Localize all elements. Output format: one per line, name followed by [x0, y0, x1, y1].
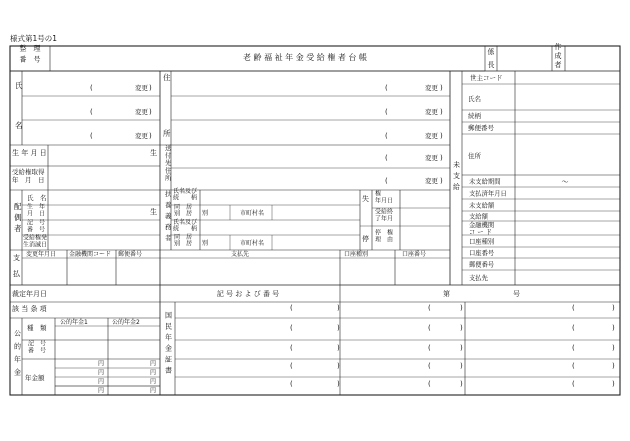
barai-label: 払 — [13, 270, 20, 278]
fuyo-gimusha-label: 扶養義務者 — [165, 190, 172, 242]
nenkingaku-yen-col2-3: 円 — [150, 387, 157, 395]
kinyu-kikan-code-label: 金融機関コ ー ド — [469, 222, 495, 236]
shosho-close-paren-a2: ) — [337, 344, 340, 352]
name-change-open-paren-0: ( — [90, 84, 93, 92]
shimei-label: 氏 — [15, 81, 23, 90]
jusho-label: 住 — [163, 73, 171, 82]
right-yubin-bango-label: 郵便番号 — [469, 261, 495, 269]
name-change-label-1: 変更 — [135, 108, 148, 116]
shosho-close-paren-a3: ) — [337, 362, 340, 370]
seinengappi-label: 生 年 月 日 — [12, 149, 47, 157]
sofusaki-open-paren-1: ( — [385, 177, 388, 185]
address-change-close-paren-1: ) — [440, 108, 443, 116]
shosho-close-paren-b1: ) — [460, 324, 463, 332]
name-change-close-paren-1: ) — [149, 108, 152, 116]
address-change-open-paren-2: ( — [385, 132, 388, 140]
right-koza-shubetsu-label: 口座種別 — [469, 238, 495, 246]
shosho-open-paren-a0: ( — [290, 304, 293, 312]
shosho-open-paren-a1: ( — [290, 324, 293, 332]
address-change-label-0: 変更 — [425, 84, 438, 92]
mi-shikyu-label: 未支給 — [453, 161, 460, 191]
fuyo-shimei-zokugara-1: 氏名及び続 柄 — [173, 187, 198, 202]
nenkingaku-yen-col1-1: 円 — [98, 369, 105, 377]
shosho-open-paren-b1: ( — [428, 324, 431, 332]
shosho-close-paren-a0: ) — [337, 304, 340, 312]
name-change-label-0: 変更 — [135, 84, 148, 92]
ketteinen-label: 裁定年月日 — [12, 290, 47, 298]
name-change-open-paren-2: ( — [90, 132, 93, 140]
haigusha-sei-label: 生 — [150, 208, 157, 216]
address-change-close-paren-0: ) — [440, 84, 443, 92]
shosho-open-paren-c2: ( — [572, 344, 575, 352]
right-koza-bango-label: 口座番号 — [469, 250, 495, 257]
fuyo-dokyo-bekkyo-2: 同 居別 居 — [174, 233, 193, 248]
shosho-open-paren-c3: ( — [572, 362, 575, 370]
form-outer-border — [10, 46, 620, 395]
name-change-close-paren-0: ) — [149, 84, 152, 92]
mi-shikyu-gaku-label: 未支給額 — [469, 202, 495, 210]
right-shiharaisaki-label: 支払先 — [469, 275, 488, 282]
sakuseisha-label: 作成者 — [554, 43, 562, 69]
name-change-open-paren-1: ( — [90, 108, 93, 116]
kokumin-nenkin-shosho-label: 国民年金証書 — [165, 311, 172, 375]
shosho-open-paren-a2: ( — [290, 344, 293, 352]
right-yubin-label: 郵便番号 — [468, 124, 494, 132]
shosho-close-paren-c0: ) — [612, 304, 615, 312]
right-zokugara-label: 続柄 — [468, 112, 481, 120]
nenkingaku-label: 年金額 — [25, 374, 45, 382]
henko-nengappi-header: 変更年月日 — [26, 251, 57, 258]
fuyo-betsu-1: 別 — [202, 210, 209, 217]
shosho-close-paren-b2: ) — [460, 344, 463, 352]
fuyo-shichoson-1: 市町村名 — [240, 210, 265, 217]
tei-label: 停 — [362, 235, 369, 243]
kotekinenkin2-label: 公的年金2 — [112, 319, 140, 326]
address-change-open-paren-0: ( — [385, 84, 388, 92]
shosho-open-paren-c0: ( — [572, 304, 575, 312]
ken-nengappi-label: 権年月日 — [375, 190, 394, 205]
page-title: 老 齢 福 祉 年 金 受 給 権 者 台 帳 — [243, 53, 367, 62]
kakari-label: 係 — [487, 48, 495, 56]
kotekinenkin1-label: 公的年金1 — [60, 319, 88, 326]
sofusaki-open-paren-0: ( — [385, 154, 388, 162]
kigo-oyobi-bango-label: 記 号 お よ び 番 号 — [216, 290, 280, 298]
shosho-close-paren-b0: ) — [460, 304, 463, 312]
sofusaki-change-label-1: 変更 — [425, 177, 438, 185]
shosho-open-paren-b2: ( — [428, 344, 431, 352]
mi-shikyu-kikan-label: 未支給期間 — [469, 178, 501, 186]
shosho-open-paren-b4: ( — [428, 380, 431, 388]
shosho-close-paren-c4: ) — [612, 380, 615, 388]
address-change-label-1: 変更 — [425, 108, 438, 116]
shitsu-label: 失 — [362, 195, 369, 203]
shosho-close-paren-b3: ) — [460, 362, 463, 370]
address-change-close-paren-2: ) — [440, 132, 443, 140]
shosho-open-paren-b0: ( — [428, 304, 431, 312]
name-change-close-paren-2: ) — [149, 132, 152, 140]
haigusha-shimei-label: 氏 名 — [27, 194, 47, 202]
shosho-close-paren-c3: ) — [612, 362, 615, 370]
na-label: 名 — [15, 121, 23, 130]
sofusaki-close-paren-0: ) — [440, 154, 443, 162]
fuyo-betsu-2: 別 — [202, 240, 209, 247]
right-jusho-label: 住所 — [468, 152, 481, 160]
koza-bango-header: 口座番号 — [402, 251, 427, 258]
shosho-open-paren-c1: ( — [572, 324, 575, 332]
shi-label: 支 — [13, 254, 20, 262]
nenkingaku-yen-col2-1: 円 — [150, 369, 157, 377]
shikyu-gaku-label: 支給額 — [469, 213, 488, 221]
fuyo-dokyo-bekkyo-1: 同 居別 居 — [174, 203, 193, 218]
nenkingaku-yen-col2-2: 円 — [150, 378, 157, 386]
jukyuken-label: 受給権取得年 月 日 — [12, 168, 45, 184]
sofusaki-change-label-0: 変更 — [425, 154, 438, 162]
shosho-close-paren-b4: ) — [460, 380, 463, 388]
shosho-close-paren-c2: ) — [612, 344, 615, 352]
sho-label: 所 — [163, 129, 171, 138]
sei-label: 生 — [150, 149, 157, 157]
fuyo-shimei-zokugara-2: 氏名及び続 柄 — [173, 218, 198, 233]
nenkingaku-yen-col1-3: 円 — [98, 387, 105, 395]
jukyu-shuryo-label: 受給終了年月 — [375, 208, 394, 223]
shiharaisaki-header: 支払先 — [230, 251, 250, 258]
address-change-open-paren-1: ( — [385, 108, 388, 116]
setainushi-code-label: 世主コード — [470, 74, 503, 82]
seiri-bango-label: 整 理番 号 — [19, 44, 41, 64]
shosho-close-paren-c1: ) — [612, 324, 615, 332]
haigusha-jukyuken-label: 受給権発生消滅日 — [23, 234, 48, 249]
shosho-open-paren-a3: ( — [290, 362, 293, 370]
shurui-label: 種 類 — [27, 324, 47, 332]
gaito-joko-label: 該 当 条 項 — [12, 305, 47, 313]
nenkingaku-yen-col2-0: 円 — [150, 360, 157, 368]
haigusha-label: 配偶者 — [14, 202, 22, 233]
teishi-riyu-label: 停 権理 由 — [375, 229, 394, 244]
kotekinenkin-label: 公的年金 — [14, 329, 21, 377]
cho-label: 長 — [487, 61, 495, 69]
form-id-label: 様式第1号の1 — [10, 34, 58, 43]
sofusaki-label: 送付先住所 — [165, 144, 172, 182]
dai-label: 第 — [443, 290, 450, 298]
right-shimei-label: 氏名 — [468, 95, 481, 103]
fuyo-shichoson-2: 市町村名 — [240, 240, 265, 247]
haigusha-seinengappi-label: 生 年月 日 — [27, 203, 46, 218]
shosho-open-paren-b3: ( — [428, 362, 431, 370]
shosho-open-paren-c4: ( — [572, 380, 575, 388]
address-change-label-2: 変更 — [425, 132, 438, 140]
nenkingaku-yen-col1-0: 円 — [98, 360, 105, 368]
kotekinenkin-kigo-bango-label: 記 号番 号 — [28, 340, 47, 355]
yubin-bango-header: 郵便番号 — [118, 251, 143, 258]
sofusaki-close-paren-1: ) — [440, 177, 443, 185]
mi-shikyu-kikan-tilde: ～ — [561, 178, 569, 186]
shiharai-zumi-label: 支払済年月日 — [469, 190, 507, 198]
nenkingaku-yen-col1-2: 円 — [98, 378, 105, 386]
go-label: 号 — [513, 290, 520, 298]
kinyu-code-header: 金融機関コード — [69, 251, 112, 258]
shosho-close-paren-a1: ) — [337, 324, 340, 332]
shosho-close-paren-a4: ) — [337, 380, 340, 388]
shosho-open-paren-a4: ( — [290, 380, 293, 388]
koza-shubetsu-header: 口座種別 — [344, 251, 369, 258]
name-change-label-2: 変更 — [135, 132, 148, 140]
haigusha-kigo-label: 記 号番 号 — [27, 219, 46, 234]
